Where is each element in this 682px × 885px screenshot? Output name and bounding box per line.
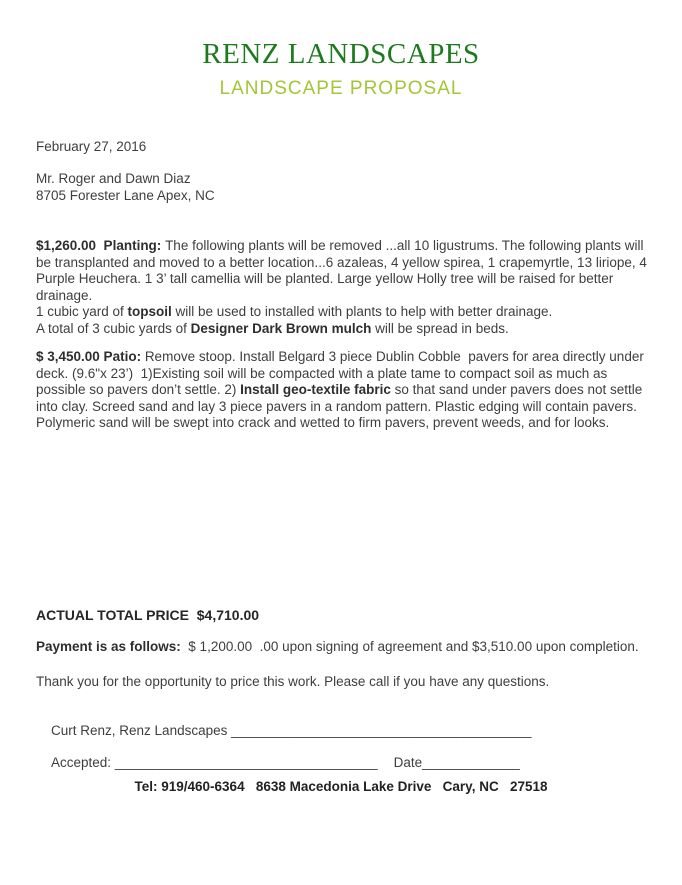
recipient-block [36, 171, 660, 204]
accepted-label: Accepted: [51, 754, 115, 770]
patio-paragraph: $ 3,450.00 Patio: Remove stoop. Install Belgard 3 piece Dublin Cobble pavers for area directly under deck. (9.6"x 23’) 1)Existing soil will be compacted with a plate tame to compact soil as much as possible so pavers don’t settle. 2) Install geo-textile fabric so that sand under pavers does not settle into clay. Screed sand and lay 3 piece pavers in a random pattern. Plastic edging will contain pavers. Polymeric sand will be swept into crack and wetted to firm pavers, prevent weeds, and for looks. [36, 349, 648, 430]
payment-terms-line: Payment is as follows: $ 1,200.00 .00 upon signing of agreement and $3,510.00 upon completion. [36, 639, 639, 654]
provider-signature-line: ________________________________________ [231, 722, 532, 738]
proposal-subtitle: LANDSCAPE PROPOSAL [219, 78, 463, 99]
provider-signature-label: Curt Renz, Renz Landscapes [51, 722, 232, 738]
closing-thanks-line: Thank you for the opportunity to price this work. Please call if you have any questions. [36, 674, 550, 689]
date-label: Date [393, 754, 423, 770]
total-price-line: ACTUAL TOTAL PRICE $4,710.00 [36, 607, 260, 623]
planting-paragraph: $1,260.00 Planting: The following plants will be removed ...all 10 ligustrums. The following plants will be transplanted and moved to a better location...6 azaleas, 4 yellow spirea, 1 crapemyrtle, 13 liriope, 4 Purple Heuchera. 1 3’ tall camellia will be planted. Large yellow Holly tree will be raised for better drainage. [36, 238, 651, 303]
recipient-address: 8705 Forester Lane Apex, NC [36, 187, 215, 203]
recipient-name: Mr. Roger and Dawn Diaz [36, 171, 191, 186]
company-title: RENZ LANDSCAPES [202, 38, 480, 70]
topsoil-line: 1 cubic yard of topsoil will be used to installed with plants to help with better drainage. [36, 304, 553, 319]
planting-section [36, 238, 660, 337]
date-line: _____________ [422, 754, 520, 770]
footer-contact-line: Tel: 919/460-6364 8638 Macedonia Lake Drive Cary, NC 27518 [134, 779, 548, 794]
accepted-signature-line: ___________________________________ [114, 754, 378, 770]
letter-date: February 27, 2016 [36, 139, 147, 154]
mulch-line: A total of 3 cubic yards of Designer Dark Brown mulch will be spread in beds. [36, 320, 509, 336]
